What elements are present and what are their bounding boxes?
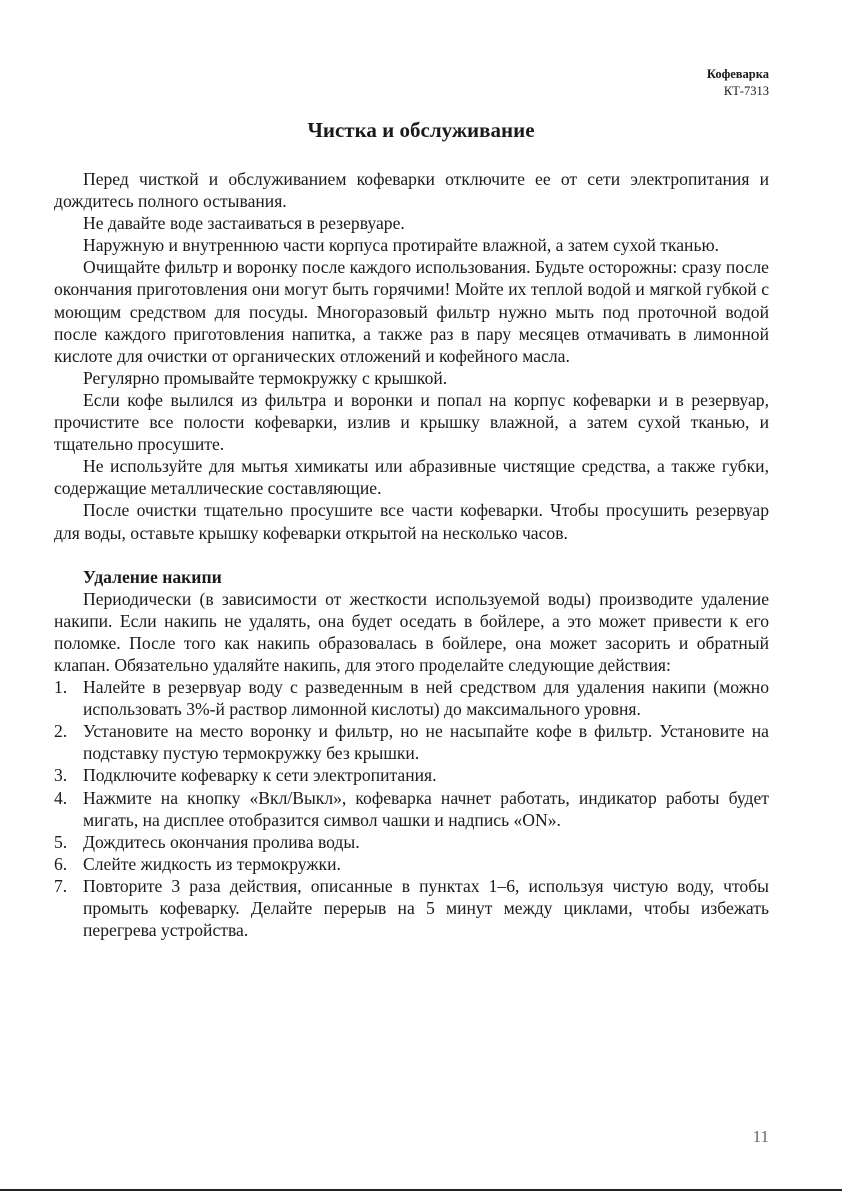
section-heading-descaling: Удаление накипи xyxy=(83,566,222,587)
step-text: Нажмите на кнопку «Вкл/Выкл», кофеварка начнет работать, индикатор работы будет мигать, на дисплее отобразится символ чашки и надпись «ON». xyxy=(83,787,769,830)
paragraph: Очищайте фильтр и воронку после каждого использования. Будьте осторожны: сразу после окончания приготовления они могут быть горячими! Мойте их теплой водой и мягкой губкой с моющим средством для посуды. Многоразовый фильтр нужно мыть под проточной водой после каждого приготовления напитка, а также раз в пару месяцев отмачивать в лимонной кислоте для очистки от органических отложений и кофейного масла. xyxy=(54,257,769,366)
bottom-divider xyxy=(0,1189,842,1191)
paragraph: Перед чисткой и обслуживанием кофеварки отключите ее от сети электропитания и дождитесь полного остывания. xyxy=(54,169,769,212)
paragraph: После очистки тщательно просушите все части кофеварки. Чтобы просушить резервуар для воды, оставьте крышку кофеварки открытой на несколько часов. xyxy=(54,500,769,543)
page-title: Чистка и обслуживание xyxy=(307,118,535,142)
main-content xyxy=(54,168,769,941)
paragraph: Регулярно промывайте термокружку с крышкой. xyxy=(83,367,448,388)
paragraph: Не давайте воде застаиваться в резервуаре. xyxy=(83,213,405,234)
list-item xyxy=(54,764,769,786)
step-number: 7. xyxy=(54,875,68,896)
step-number: 3. xyxy=(54,765,68,786)
paragraph: Наружную и внутреннюю части корпуса протирайте влажной, а затем сухой тканью. xyxy=(83,235,720,256)
step-number: 4. xyxy=(54,787,68,808)
step-text: Установите на место воронку и фильтр, но не насыпайте кофе в фильтр. Установите на подставку пустую термокружку без крышки. xyxy=(83,721,769,764)
list-item xyxy=(54,831,769,853)
page-header xyxy=(707,66,769,100)
list-item xyxy=(54,720,769,764)
step-number: 2. xyxy=(54,721,68,742)
paragraph: Если кофе вылился из фильтра и воронки и попал на корпус кофеварки и в резервуар, прочистите все полости кофеварки, излив и крышку влажной, а затем сухой тканью, и тщательно просушите. xyxy=(54,389,769,455)
page-number: 11 xyxy=(752,1127,769,1146)
list-item xyxy=(54,676,769,720)
step-text: Налейте в резервуар воду с разведенным в ней средством для удаления накипи (можно использовать 3%-й раствор лимонной кислоты) до максимального уровня. xyxy=(83,677,769,720)
header-model-number: КТ-7313 xyxy=(723,84,769,98)
list-item xyxy=(54,875,769,941)
descaling-intro: Периодически (в зависимости от жесткости используемой воды) производите удаление накипи. Если накипь не удалять, она будет оседать в бойлере, а это может привести к его поломке. После того как накипь образовалась в бойлере, она может засорить и обратный клапан. Обязательно удаляйте накипь, для этого проделайте следующие действия: xyxy=(54,588,769,675)
list-item xyxy=(54,853,769,875)
step-text: Слейте жидкость из термокружки. xyxy=(83,853,341,874)
step-text: Подключите кофеварку к сети электропитания. xyxy=(83,765,437,786)
paragraph: Не используйте для мытья химикаты или абразивные чистящие средства, а также губки, содержащие металлические составляющие. xyxy=(54,456,769,499)
step-text: Повторите 3 раза действия, описанные в пунктах 1–6, используя чистую воду, чтобы промыть кофеварку. Делайте перерыв на 5 минут между циклами, чтобы избежать перегрева устройства. xyxy=(83,875,769,941)
step-text: Дождитесь окончания пролива воды. xyxy=(83,831,360,852)
step-number: 5. xyxy=(54,831,68,852)
descaling-steps-list xyxy=(54,676,769,941)
list-item xyxy=(54,787,769,831)
step-number: 6. xyxy=(54,853,68,874)
step-number: 1. xyxy=(54,677,68,698)
header-product-name: Кофеварка xyxy=(706,67,769,81)
